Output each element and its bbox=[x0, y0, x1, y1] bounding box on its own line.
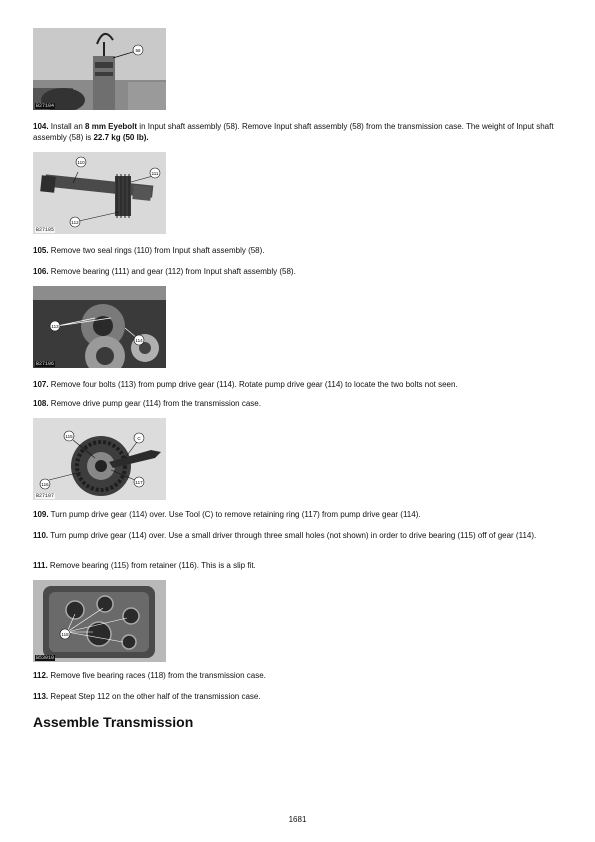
figure-id: B53010 bbox=[36, 655, 55, 661]
section-heading: Assemble Transmission bbox=[33, 714, 194, 730]
step-106: 106. Remove bearing (111) and gear (112) from Input shaft assembly (58). bbox=[33, 267, 296, 276]
figure-eyebolt-input-shaft bbox=[33, 28, 166, 110]
figure-id: B27106 bbox=[36, 361, 55, 367]
step-112: 112. Remove five bearing races (118) from the transmission case. bbox=[33, 671, 266, 680]
figure-pump-drive-gear-bolts bbox=[33, 286, 166, 368]
step-111: 111. Remove bearing (115) from retainer (116). This is a slip fit. bbox=[33, 561, 256, 570]
step-number: 106. bbox=[33, 267, 49, 276]
callout-label: 114 bbox=[135, 338, 143, 343]
step-number: 107. bbox=[33, 380, 49, 389]
step-108: 108. Remove drive pump gear (114) from the transmission case. bbox=[33, 399, 261, 408]
step-number: 113. bbox=[33, 692, 49, 701]
step-number: 112. bbox=[33, 671, 49, 680]
figure-input-shaft-assembly bbox=[33, 152, 166, 234]
step-number: 105. bbox=[33, 246, 49, 255]
step-107: 107. Remove four bolts (113) from pump drive gear (114). Rotate pump drive gear (114) to locate the two bolts not seen. bbox=[33, 380, 458, 389]
weight-value: 22.7 kg (50 lb). bbox=[93, 132, 149, 142]
step-number: 109. bbox=[33, 510, 49, 519]
callout-label: 58 bbox=[135, 48, 141, 53]
callout-label: 115 bbox=[65, 434, 73, 439]
step-number: 108. bbox=[33, 399, 49, 408]
figure-id: B27105 bbox=[36, 227, 55, 233]
callout-label: 111 bbox=[151, 171, 159, 176]
figure-bearing-races-case bbox=[33, 580, 166, 662]
callout-label: 118 bbox=[61, 632, 69, 637]
callout-label: 113 bbox=[51, 324, 59, 329]
page-number: 1681 bbox=[288, 815, 307, 824]
figure-4-illustration bbox=[33, 418, 166, 500]
step-110: 110. Turn pump drive gear (114) over. Use a small driver through three small holes (not shown) in order to drive bearing (115) off of gear (114). bbox=[33, 531, 537, 540]
callout-label: 110 bbox=[77, 160, 85, 165]
figure-id: B27104 bbox=[36, 103, 55, 109]
figure-1-illustration bbox=[33, 28, 166, 110]
step-number: 104. bbox=[33, 122, 49, 131]
callout-label: C bbox=[137, 436, 141, 441]
figure-retaining-ring-removal bbox=[33, 418, 166, 500]
step-109: 109. Turn pump drive gear (114) over. Use Tool (C) to remove retaining ring (117) from pump drive gear (114). bbox=[33, 510, 421, 519]
figure-5-illustration bbox=[33, 580, 166, 662]
callout-label: 112 bbox=[71, 220, 79, 225]
step-104: 104. Install an 8 mm Eyebolt in Input shaft assembly (58). Remove Input shaft assembly (58) from the transmission case. The weight of Input shaft assembly (58) is 22.7 kg (50 lb). bbox=[33, 122, 554, 142]
step-105: 105. Remove two seal rings (110) from Input shaft assembly (58). bbox=[33, 246, 265, 255]
callout-label: 116 bbox=[41, 482, 49, 487]
step-number: 111. bbox=[33, 561, 48, 570]
figure-2-illustration bbox=[33, 152, 166, 234]
figure-3-illustration bbox=[33, 286, 166, 368]
step-113: 113. Repeat Step 112 on the other half of the transmission case. bbox=[33, 692, 261, 701]
callout-label: 117 bbox=[135, 480, 143, 485]
step-number: 110. bbox=[33, 531, 49, 540]
figure-id: B27107 bbox=[36, 493, 55, 499]
tool-name: 8 mm Eyebolt bbox=[85, 122, 138, 131]
